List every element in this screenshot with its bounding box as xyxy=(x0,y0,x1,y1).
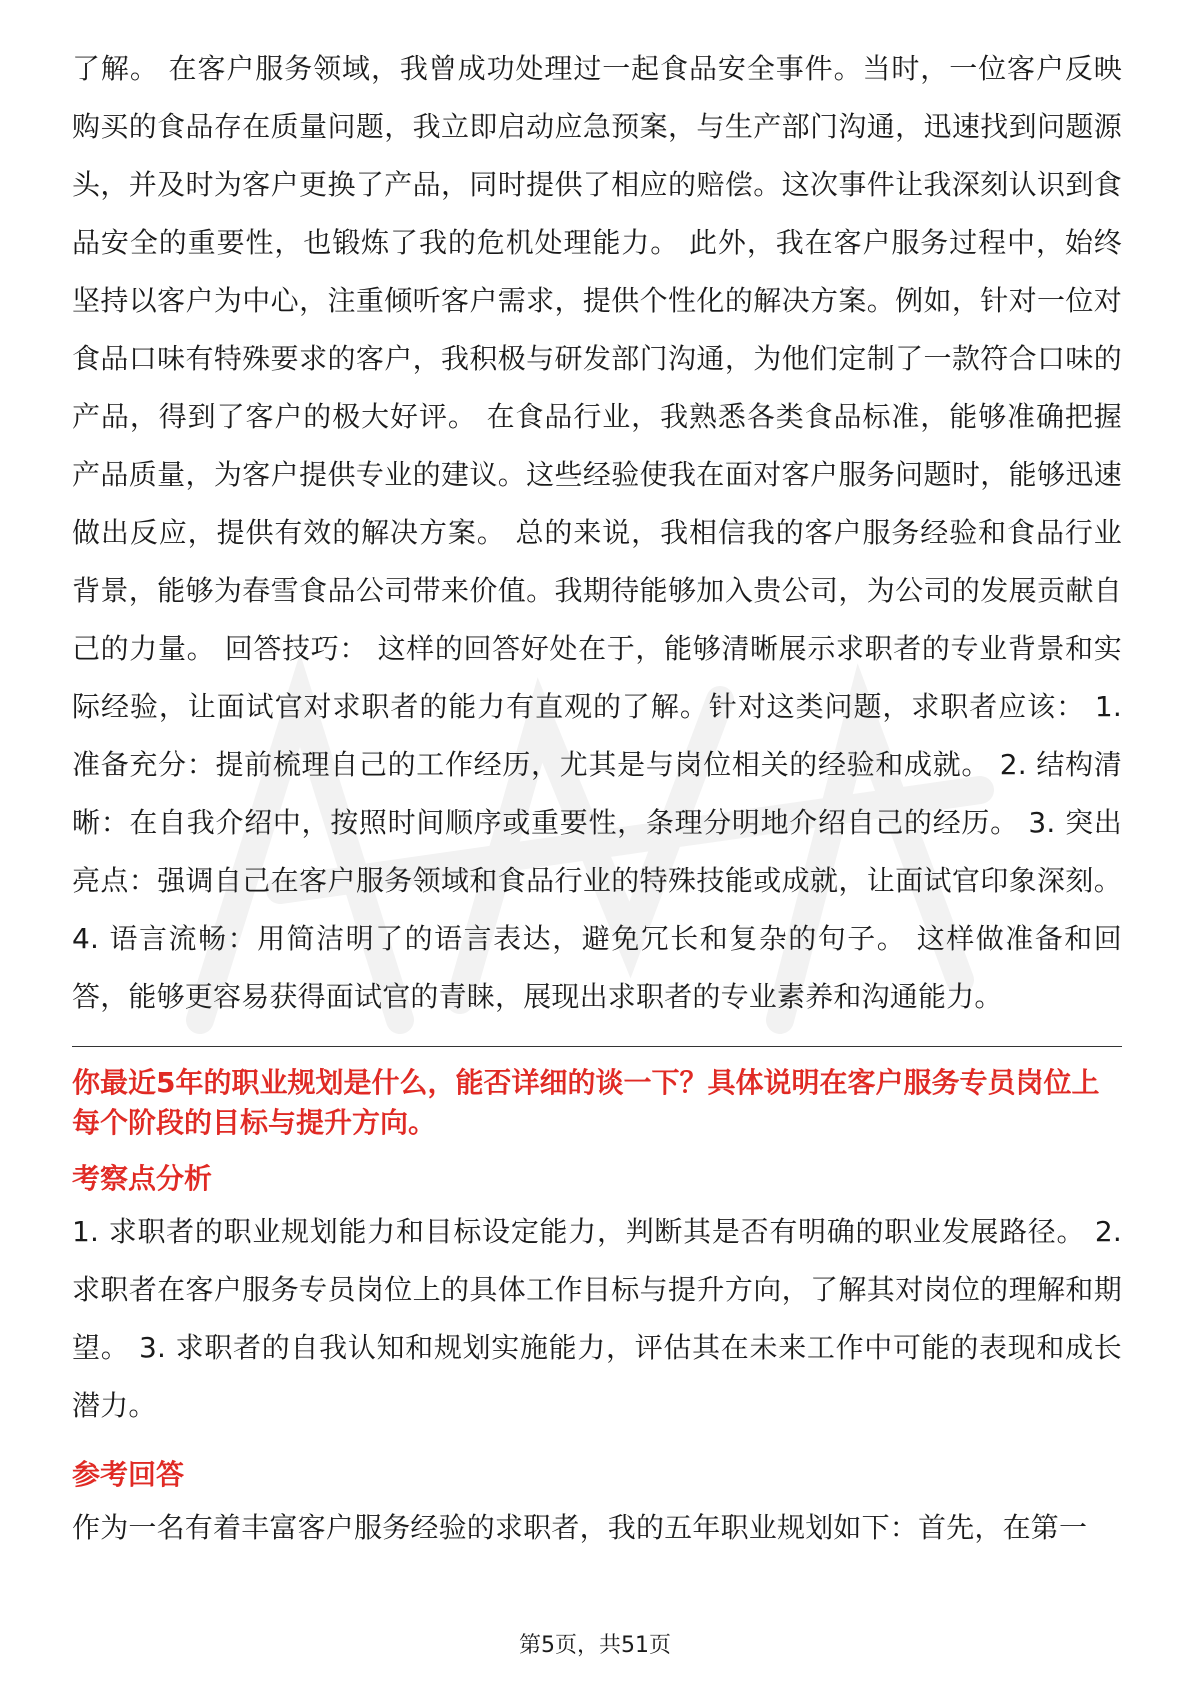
page-number: 第5页，共51页 xyxy=(519,1633,671,1658)
answer-heading: 参考回答 xyxy=(72,1458,185,1491)
section-divider xyxy=(72,1046,1122,1047)
analysis-paragraph: 1. 求职者的职业规划能力和目标设定能力，判断其是否有明确的职业发展路径。 2. 求职者在客户服务专员岗位上的具体工作目标与提升方向，了解其对岗位的理解和期望。 3. 求职者的自我认知和规划实施能力，评估其在未来工作中可能的表现和成长潜力。 xyxy=(72,1215,1122,1422)
continuation-paragraph: 了解。 在客户服务领域，我曾成功处理过一起食品安全事件。当时，一位客户反映购买的食品存在质量问题，我立即启动应急预案，与生产部门沟通，迅速找到问题源头，并及时为客户更换了产品，同时提供了相应的赔偿。这次事件让我深刻认识到食品安全的重要性，也锻炼了我的危机处理能力。 此外，我在客户服务过程中，始终坚持以客户为中心，注重倾听客户需求，提供个性化的解决方案。例如，针对一位对食品口味有特殊要求的客户，我积极与研发部门沟通，为他们定制了一款符合口味的产品，得到了客户的极大好评。 在食品行业，我熟悉各类食品标准，能够准确把握产品质量，为客户提供专业的建议。这些经验使我在面对客户服务问题时，能够迅速做出反应，提供有效的解决方案。 总的来说，我相信我的客户服务经验和食品行业背景，能够为春雪食品公司带来价值。我期待能够加入贵公司，为公司的发展贡献自己的力量。 回答技巧： 这样的回答好处在于，能够清晰展示求职者的专业背景和实际经验，让面试官对求职者的能力有直观的了解。针对这类问题，求职者应该： 1. 准备充分：提前梳理自己的工作经历，尤其是与岗位相关的经验和成就。 2. 结构清晰：在自我介绍中，按照时间顺序或重要性，条理分明地介绍自己的经历。 3. 突出亮点：强调自己在客户服务领域和食品行业的特殊技能或成就，让面试官印象深刻。 4. 语言流畅：用简洁明了的语言表达，避免冗长和复杂的句子。 这样做准备和回答，能够更容易获得面试官的青睐，展现出求职者的专业素养和沟通能力。 xyxy=(72,52,1122,1013)
analysis-heading: 考察点分析 xyxy=(72,1162,213,1195)
interview-question: 你最近5年的职业规划是什么，能否详细的谈一下？具体说明在客户服务专员岗位上每个阶段的目标与提升方向。 xyxy=(72,1066,1100,1139)
document-content xyxy=(72,40,1122,1557)
answer-paragraph: 作为一名有着丰富客户服务经验的求职者，我的五年职业规划如下：首先，在第一 xyxy=(72,1511,1088,1544)
